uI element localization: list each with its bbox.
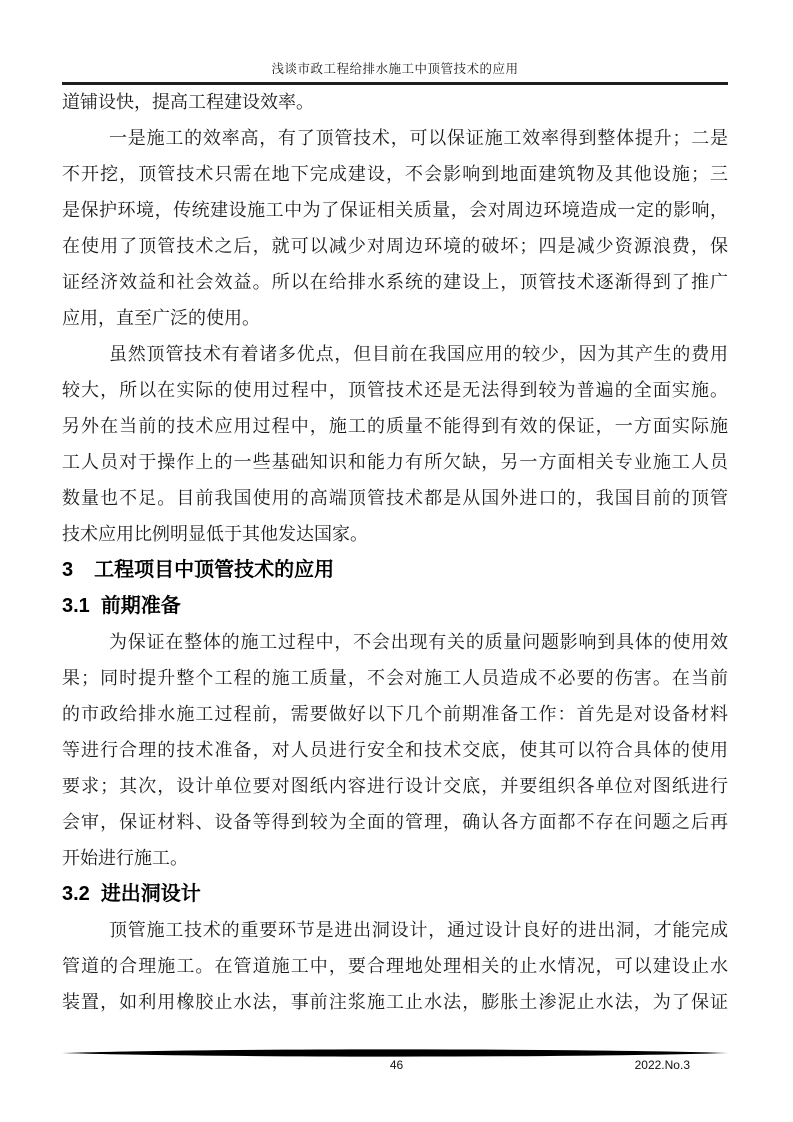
paragraph-line: 会审，保证材料、设备等得到较为全面的管理，确认各方面都不存在问题之后再	[62, 812, 728, 832]
section-number: 3	[62, 559, 74, 581]
paragraph-line: 一是施工的效率高，有了顶管技术，可以保证施工效率得到整体提升；二是	[109, 128, 728, 148]
paragraph-line: 数量也不足。目前我国使用的高端顶管技术都是从国外进口的，我国目前的顶管	[62, 488, 728, 508]
paragraph-line: 装置，如利用橡胶止水法，事前注浆施工止水法，膨胀土渗泥止水法，为了保证	[62, 992, 728, 1012]
running-header-title: 浅谈市政工程给排水施工中顶管技术的应用	[271, 62, 519, 76]
journal-issue-label: 2022.No.3	[634, 1058, 690, 1072]
section-heading	[62, 552, 728, 588]
subsection-number: 3.2	[62, 883, 90, 905]
paragraph-line: 为保证在整体的施工过程中，不会出现有关的质量问题影响到具体的使用效	[109, 632, 728, 652]
subsection-title: 进出洞设计	[100, 883, 201, 905]
paragraph-line: 另外在当前的技术应用过程中，施工的质量不能得到有效的保证，一方面实际施	[62, 416, 728, 436]
paragraph-line: 道铺设快，提高工程建设效率。	[62, 92, 314, 112]
paragraph-line: 是保护环境，传统建设施工中为了保证相关质量，会对周边环境造成一定的影响，	[62, 200, 728, 220]
paragraph-line: 的市政给排水施工过程前，需要做好以下几个前期准备工作：首先是对设备材料	[62, 704, 728, 724]
paragraph-line: 证经济效益和社会效益。所以在给排水系统的建设上，顶管技术逐渐得到了推广	[62, 272, 728, 292]
paragraph-line: 技术应用比例明显低于其他发达国家。	[62, 524, 368, 544]
section-title: 工程项目中顶管技术的应用	[94, 559, 335, 581]
paragraph-line: 管道的合理施工。在管道施工中，要合理地处理相关的止水情况，可以建设止水	[62, 956, 728, 976]
paragraph-line: 虽然顶管技术有着诸多优点，但目前在我国应用的较少，因为其产生的费用	[109, 344, 728, 364]
paragraph-line: 等进行合理的技术准备，对人员进行安全和技术交底，使其可以符合具体的使用	[62, 740, 728, 760]
page-number: 46	[389, 1058, 404, 1072]
paragraph-line: 在使用了顶管技术之后，就可以减少对周边环境的破坏；四是减少资源浪费，保	[62, 236, 728, 256]
subsection-heading	[62, 876, 728, 912]
paragraph-line: 果；同时提升整个工程的施工质量，不会对施工人员造成不必要的伤害。在当前	[62, 668, 728, 688]
paragraph-line: 不开挖，顶管技术只需在地下完成建设，不会影响到地面建筑物及其他设施；三	[62, 164, 728, 184]
subsection-heading	[62, 588, 728, 624]
page-body	[62, 84, 728, 1020]
subsection-number: 3.1	[62, 595, 90, 617]
paragraph-line: 工人员对于操作上的一些基础知识和能力有所欠缺，另一方面相关专业施工人员	[62, 452, 728, 472]
paragraph-line: 要求；其次，设计单位要对图纸内容进行设计交底，并要组织各单位对图纸进行	[62, 776, 728, 796]
subsection-title: 前期准备	[100, 595, 181, 617]
paragraph-line: 较大，所以在实际的使用过程中，顶管技术还是无法得到较为普遍的全面实施。	[62, 380, 728, 400]
paragraph-line: 应用，直至广泛的使用。	[62, 308, 260, 328]
paragraph-line: 开始进行施工。	[62, 848, 188, 868]
paragraph-line: 顶管施工技术的重要环节是进出洞设计，通过设计良好的进出洞，才能完成	[109, 920, 728, 940]
